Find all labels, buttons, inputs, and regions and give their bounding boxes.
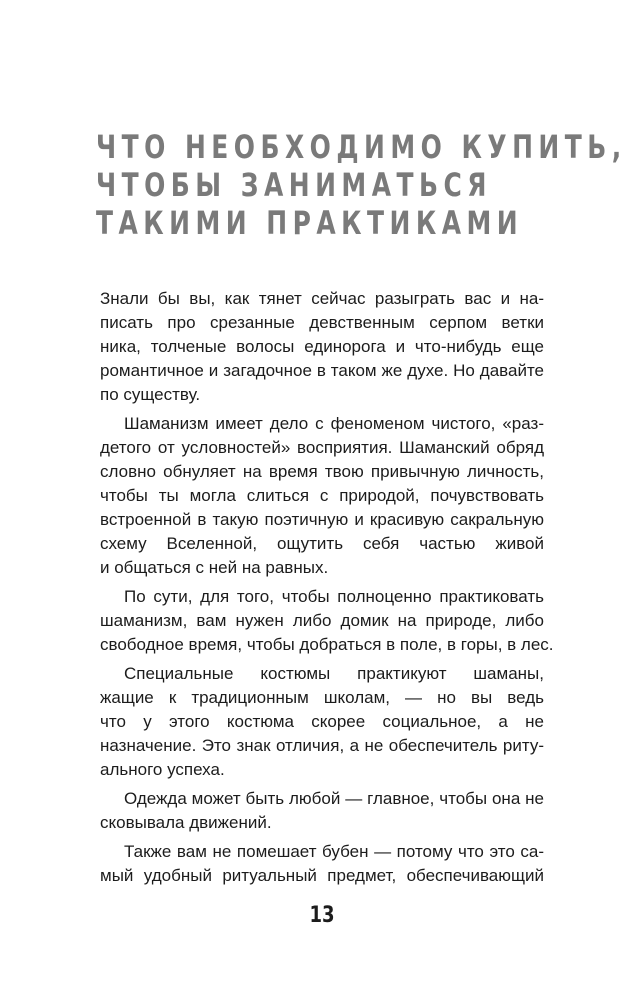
text-line: Шаманизм имеет дело с феноменом чистого, «раз- <box>124 414 544 433</box>
text-line: словно обнуляет на время твою привычную личность, <box>100 462 544 481</box>
chapter-title-line: ЧТОБЫ ЗАНИМАТЬСЯ <box>96 166 492 204</box>
text-line: сковывала движений. <box>100 813 272 832</box>
chapter-title-line: ТАКИМИ ПРАКТИКАМИ <box>96 204 524 242</box>
text-line: встроенной в такую поэтичную и красивую сакральную <box>100 510 544 529</box>
paragraph <box>100 840 544 888</box>
text-line: свободное время, чтобы добраться в поле, в горы, в лес. <box>100 635 554 654</box>
text-line: Одежда может быть любой — главное, чтобы она не <box>124 789 544 808</box>
text-line: Также вам не помешает бубен — потому что это са- <box>124 842 544 861</box>
text-line: детого от условностей» восприятия. Шаманский обряд <box>100 438 544 457</box>
text-line: жащие к традиционным школам, — но вы ведь <box>100 688 544 707</box>
text-line: шаманизм, вам нужен либо домик на природе, либо <box>100 611 544 630</box>
chapter-title-line: ЧТО НЕОБХОДИМО КУПИТЬ, <box>96 128 627 166</box>
text-line: Знали бы вы, как тянет сейчас разыграть вас и на- <box>100 289 544 308</box>
paragraph <box>100 585 554 657</box>
text-line: писать про срезанные девственным серпом ветки <box>100 313 544 332</box>
text-line: что у этого костюма скорее социальное, а не <box>100 712 544 731</box>
paragraph <box>100 412 544 580</box>
paragraph <box>100 287 544 407</box>
text-line: назначение. Это знак отличия, а не обеспечитель риту- <box>100 736 544 755</box>
text-line: Специальные костюмы практикуют шаманы, <box>124 664 544 683</box>
body-text <box>100 287 554 893</box>
text-line: ального успеха. <box>100 760 225 779</box>
text-line: схему Вселенной, ощутить себя частью живой <box>100 534 544 553</box>
paragraph <box>100 787 544 835</box>
text-line: и общаться с ней на равных. <box>100 558 329 577</box>
page-number: 13 <box>309 903 335 928</box>
text-line: чтобы ты могла слиться с природой, почувствовать <box>100 486 544 505</box>
text-line: романтичное и загадочное в таком же духе. Но давайте <box>100 361 544 380</box>
text-line: По сути, для того, чтобы полноценно практиковать <box>124 587 544 606</box>
paragraph <box>100 662 544 782</box>
text-line: ника, толченые волосы единорога и что-нибудь еще <box>100 337 544 356</box>
text-line: по существу. <box>100 385 201 404</box>
text-line: мый удобный ритуальный предмет, обеспечивающий <box>100 866 544 885</box>
chapter-title <box>96 128 627 242</box>
